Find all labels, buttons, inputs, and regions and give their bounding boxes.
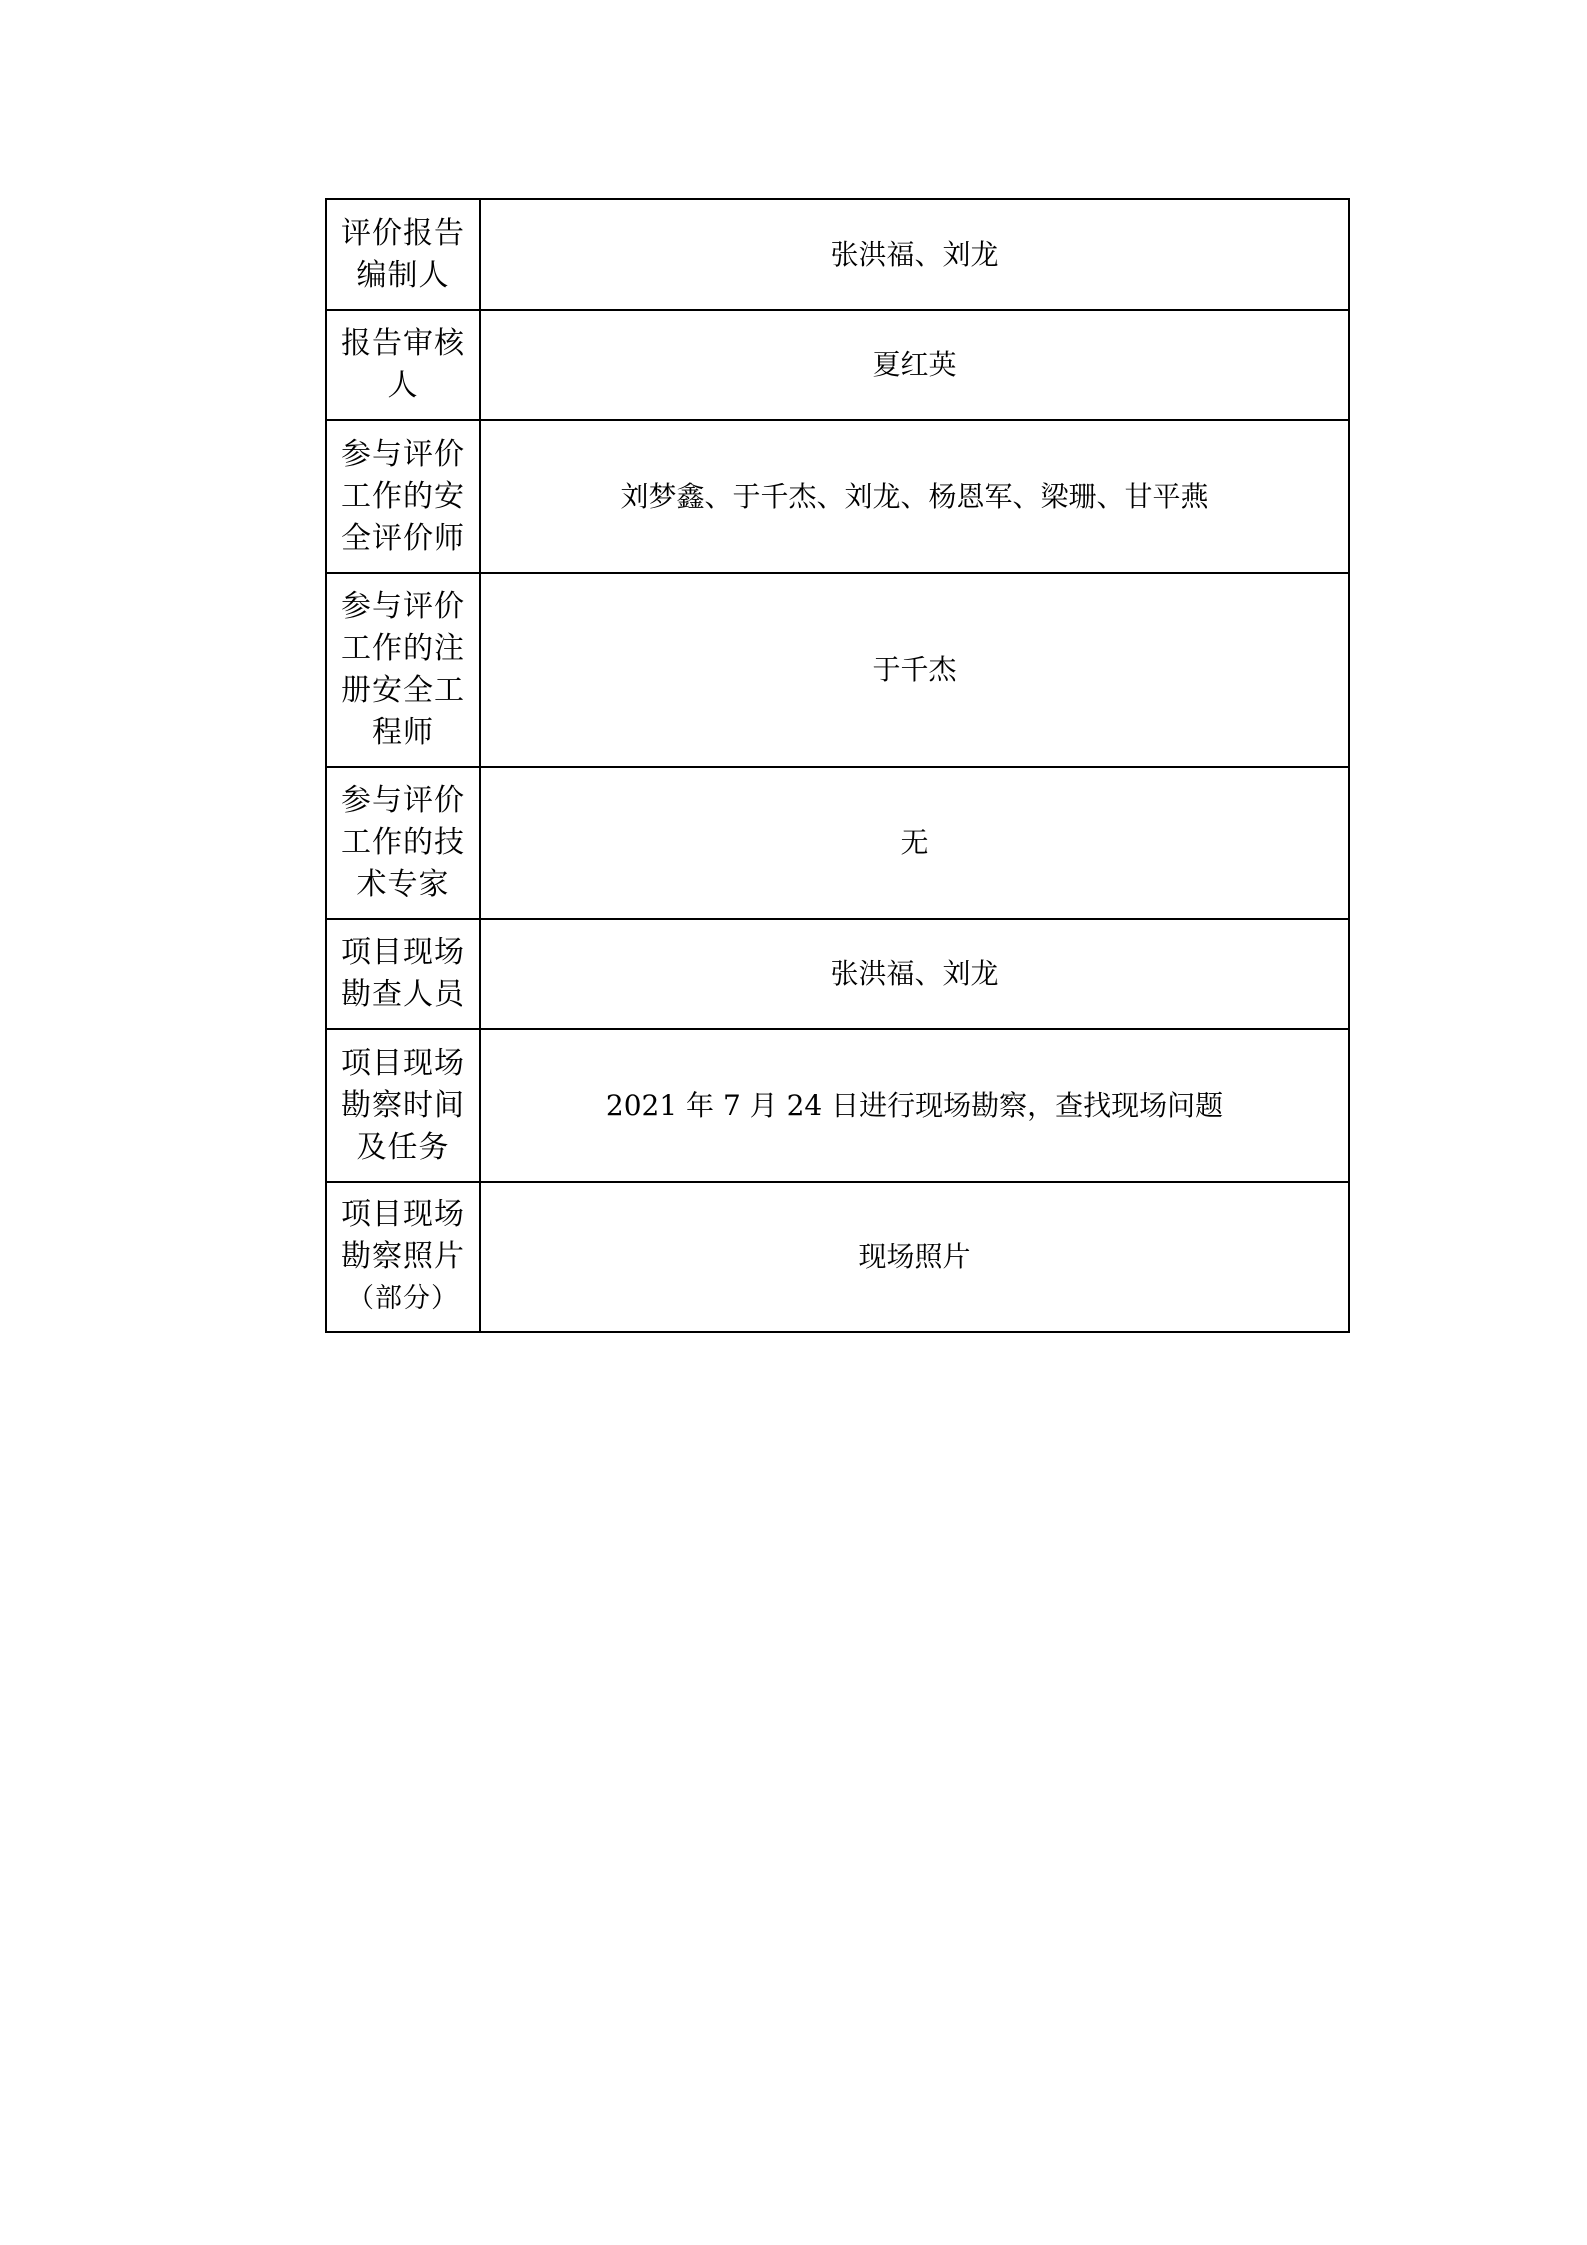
row-label: 参与评价工作的技术专家 bbox=[341, 783, 465, 902]
row-value-cell bbox=[480, 919, 1349, 1029]
row-label-cell bbox=[326, 420, 480, 573]
row-value: 夏红英 bbox=[872, 348, 957, 381]
row-value-cell bbox=[480, 573, 1349, 767]
row-label-cell bbox=[326, 199, 480, 310]
table-row bbox=[326, 1029, 1349, 1182]
row-label-cell bbox=[326, 767, 480, 919]
row-value-cell bbox=[480, 199, 1349, 310]
table-row bbox=[326, 310, 1349, 420]
table-row bbox=[326, 919, 1349, 1029]
row-label: 项目现场勘查人员 bbox=[341, 935, 465, 1012]
row-value: 现场照片 bbox=[858, 1240, 971, 1273]
row-label-cell bbox=[326, 573, 480, 767]
row-value: 无 bbox=[900, 826, 929, 859]
row-label: 参与评价工作的安全评价师 bbox=[341, 436, 465, 556]
table-row bbox=[326, 573, 1349, 767]
row-label-cell bbox=[326, 310, 480, 420]
row-value-cell bbox=[480, 310, 1349, 420]
row-value: 2021 年 7 月 24 日进行现场勘察，查找现场问题 bbox=[605, 1088, 1224, 1122]
table-row bbox=[326, 767, 1349, 919]
row-value: 于千杰 bbox=[872, 653, 957, 686]
row-label: 项目现场勘察时间及任务 bbox=[341, 1045, 465, 1165]
row-label: 报告审核人 bbox=[341, 326, 465, 403]
row-value-cell bbox=[480, 420, 1349, 573]
row-value-cell bbox=[480, 767, 1349, 919]
row-label: 项目现场勘察照片 bbox=[341, 1197, 465, 1274]
row-value: 刘梦鑫、于千杰、刘龙、杨恩军、梁珊、甘平燕 bbox=[620, 479, 1209, 513]
table-row bbox=[326, 199, 1349, 310]
table-row bbox=[326, 420, 1349, 573]
table-row bbox=[326, 1182, 1349, 1332]
row-label-cell bbox=[326, 919, 480, 1029]
row-label-cell bbox=[326, 1182, 480, 1332]
row-label-note: （部分） bbox=[347, 1283, 459, 1314]
personnel-info-table bbox=[325, 198, 1350, 1333]
row-label: 评价报告编制人 bbox=[341, 215, 465, 293]
row-value: 张洪福、刘龙 bbox=[830, 957, 999, 990]
row-label-cell bbox=[326, 1029, 480, 1182]
row-value: 张洪福、刘龙 bbox=[830, 237, 999, 271]
row-value-cell bbox=[480, 1182, 1349, 1332]
row-label: 参与评价工作的注册安全工程师 bbox=[341, 589, 465, 750]
row-value-cell bbox=[480, 1029, 1349, 1182]
